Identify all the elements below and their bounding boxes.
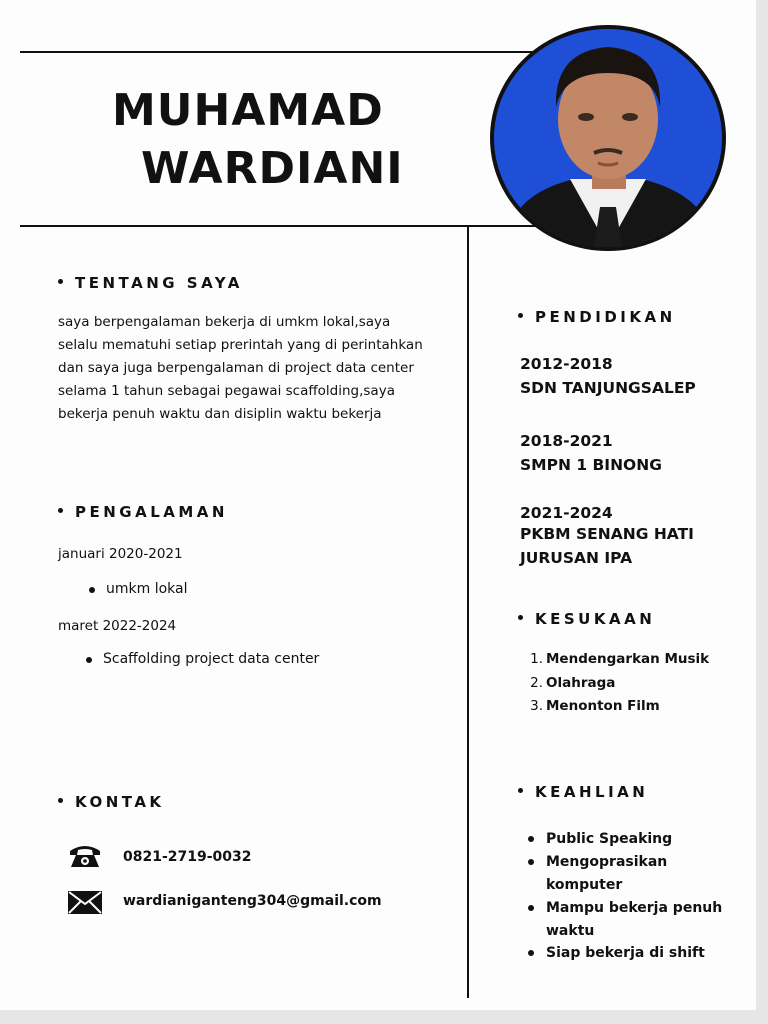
bullet-dot [58, 508, 63, 513]
skills-title: KEAHLIAN [535, 783, 649, 801]
bullet-dot [58, 798, 63, 803]
education-years: 2018-2021 [520, 432, 613, 450]
education-years: 2021-2024 [520, 504, 613, 522]
skill-item [546, 897, 746, 943]
section-title-education [518, 308, 676, 326]
skill-line: Siap bekerja di shift [546, 945, 705, 961]
phone-number[interactable]: 0821-2719-0032 [123, 849, 252, 865]
hobby-label: Menonton Film [546, 698, 660, 714]
section-title-skills [518, 783, 648, 801]
phone-icon [68, 843, 102, 869]
header-top-rule [20, 51, 540, 53]
about-text [58, 311, 458, 426]
bullet-dot [518, 615, 523, 620]
education-title: PENDIDIKAN [535, 308, 676, 326]
education-entry [520, 352, 696, 400]
skill-item [546, 851, 746, 897]
about-line: selama 1 tahun sebagai pegawai scaffolding,saya [58, 383, 395, 399]
skill-line: Public Speaking [546, 831, 673, 847]
skill-item [546, 828, 746, 851]
experience-title: PENGALAMAN [75, 503, 228, 521]
bullet-dot [518, 313, 523, 318]
email-address[interactable]: wardianiganteng304@gmail.com [123, 893, 382, 909]
portrait-illustration [494, 29, 722, 247]
experience-period: januari 2020-2021 [58, 546, 183, 562]
education-school: SDN TANJUNGSALEP [520, 379, 696, 397]
education-school: PKBM SENANG HATI [520, 525, 694, 543]
hobby-label: Mendengarkan Musik [546, 651, 710, 667]
education-entry [520, 429, 662, 477]
section-title-experience [58, 503, 228, 521]
bullet-dot [518, 788, 523, 793]
about-line: selalu mematuhi setiap prerintah yang di perintahkan [58, 337, 423, 353]
profile-photo [490, 25, 726, 251]
header-bottom-rule [20, 225, 550, 227]
contact-title: KONTAK [75, 793, 165, 811]
skill-line: Mampu bekerja penuh [546, 900, 723, 916]
section-title-about [58, 274, 243, 292]
section-title-hobbies [518, 610, 655, 628]
education-years: 2012-2018 [520, 355, 613, 373]
last-name: WARDIANI [141, 143, 404, 194]
hobbies-title: KESUKAAN [535, 610, 656, 628]
education-school: SMPN 1 BINONG [520, 456, 662, 474]
hobby-item: 3. Menonton Film [530, 698, 660, 714]
hobby-label: Olahraga [546, 675, 616, 691]
skill-item [546, 942, 746, 965]
experience-detail: Scaffolding project data center [103, 651, 320, 667]
skill-line: waktu [546, 923, 595, 939]
hobby-item: 2. Olahraga [530, 675, 616, 691]
experience-period: maret 2022-2024 [58, 618, 177, 634]
experience-detail: umkm lokal [106, 581, 188, 597]
section-title-contact [58, 793, 165, 811]
first-name: MUHAMAD [112, 85, 384, 136]
hobby-item: 1. Mendengarkan Musik [530, 651, 710, 667]
about-line: bekerja penuh waktu dan disiplin waktu bekerja [58, 406, 382, 422]
column-divider [467, 226, 469, 998]
about-line: dan saya juga berpengalaman di project data center [58, 360, 414, 376]
bullet-dot [58, 279, 63, 284]
envelope-icon [68, 891, 102, 914]
skill-line: Mengoprasikan [546, 854, 668, 870]
education-major: JURUSAN IPA [520, 549, 633, 567]
about-line: saya berpengalaman bekerja di umkm lokal,saya [58, 314, 391, 330]
education-entry [520, 501, 694, 570]
about-title: TENTANG SAYA [75, 274, 243, 292]
skill-line: komputer [546, 877, 623, 893]
